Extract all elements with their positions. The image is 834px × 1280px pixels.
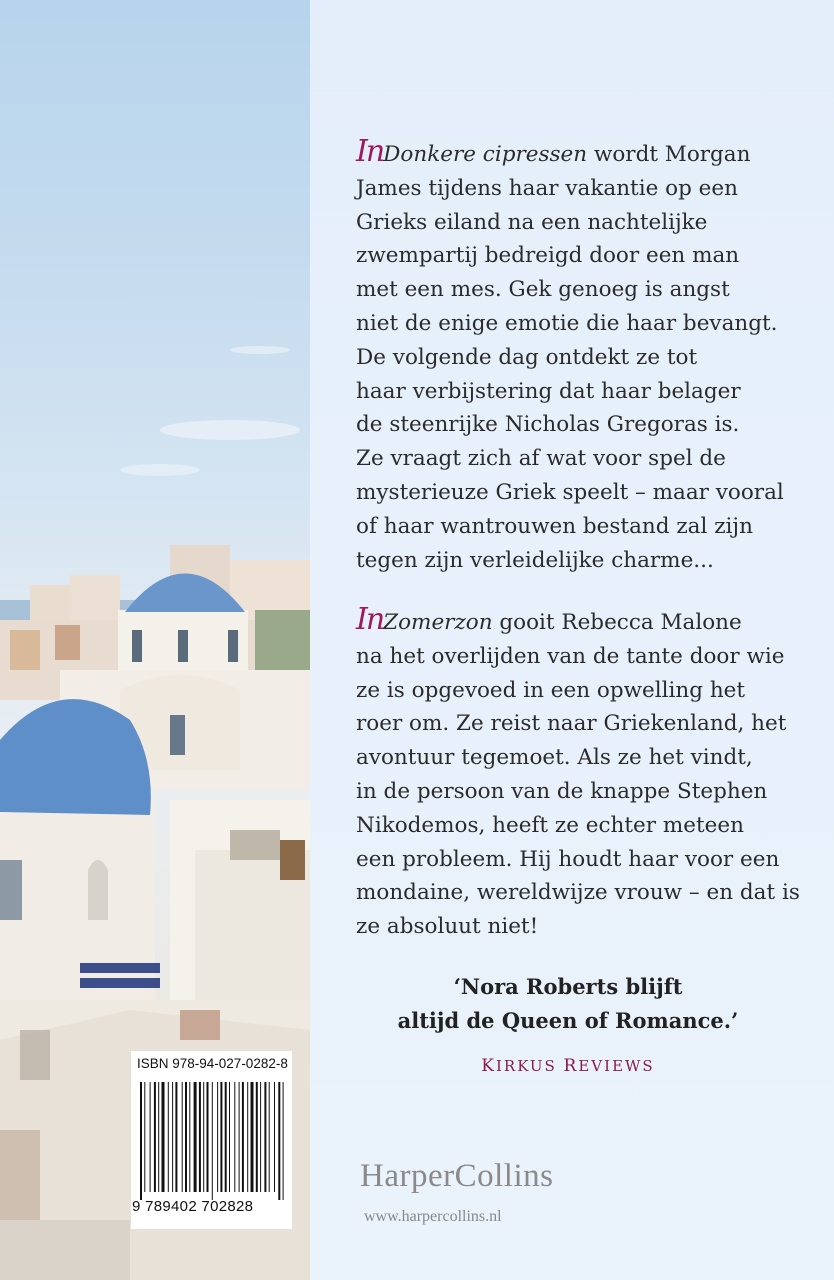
barcode-bar: [220, 1082, 222, 1192]
barcode-bar: [251, 1082, 254, 1192]
barcode-bar: [229, 1082, 230, 1192]
barcode-bar: [182, 1082, 183, 1192]
barcode-bar: [140, 1082, 142, 1200]
blurb-line: roer om. Ze reist naar Griekenland, het: [356, 711, 787, 737]
blurb-line: een probleem. Hij houdt haar voor een: [356, 846, 780, 872]
blurb-line: haar verbijstering dat haar belager: [356, 378, 741, 404]
barcode-bar: [162, 1082, 165, 1192]
blurb-line: zwempartij bedreigd door een man: [356, 243, 740, 269]
barcode-bar: [172, 1082, 173, 1192]
barcode-bar: [217, 1082, 218, 1192]
blurb-line: de steenrijke Nicholas Gregoras is.: [356, 412, 740, 438]
barcode-bar: [234, 1082, 235, 1192]
barcode-bar: [274, 1082, 275, 1192]
barcode-bar: [247, 1082, 248, 1192]
barcode-bar: [154, 1082, 156, 1192]
blurb-line: De volgende dag ontdekt ze tot: [356, 344, 698, 370]
publisher-logo: HarperCollins: [360, 1158, 554, 1194]
blurb-line: met een mes. Gek genoeg is angst: [356, 277, 730, 303]
blurb-line: tegen zijn verleidelijke charme...: [356, 547, 714, 573]
blurb-zomerzon: [356, 602, 800, 944]
blurb-line: Nikodemos, heeft ze echter meteen: [356, 812, 744, 838]
barcode-bar: [264, 1082, 266, 1192]
quote-line-2: altijd de Queen of Romance.’: [397, 1008, 739, 1033]
barcode-bar: [158, 1082, 159, 1192]
book-title: Donkere cipressen: [383, 142, 588, 167]
barcode-bar: [199, 1082, 201, 1192]
barcode-bar: [185, 1082, 187, 1192]
barcode-bar: [150, 1082, 151, 1192]
drop-cap: In: [356, 134, 384, 169]
barcode-bar: [278, 1082, 280, 1200]
blurb-line: Ze vraagt zich af wat voor spel de: [356, 446, 726, 472]
barcode-bar: [144, 1082, 145, 1192]
barcode-bar: [239, 1082, 240, 1192]
blurb-line: mondaine, wereldwijze vrouw – en dat is: [356, 880, 800, 906]
barcode-bar: [269, 1082, 270, 1192]
isbn-label: ISBN 978-94-027-0282-8: [137, 1056, 288, 1071]
blurb-line: InDonkere cipressen wordt Morgan: [356, 134, 751, 169]
barcode-icon: [138, 1082, 288, 1200]
review-quote: [318, 970, 818, 1038]
barcode-digits: 9 789402 702828: [132, 1198, 254, 1215]
barcode-bar: [189, 1082, 190, 1192]
barcode-bar: [260, 1082, 261, 1192]
barcode-bar: [203, 1082, 204, 1192]
blurb-line: James tijdens haar vakantie op een: [356, 175, 738, 201]
barcode-bar: [283, 1082, 284, 1200]
blurb-line: InZomerzon gooit Rebecca Malone: [356, 602, 742, 637]
blurb-line: avontuur tegemoet. Als ze het vindt,: [356, 745, 753, 771]
barcode-bar: [168, 1082, 169, 1192]
blurb-line: niet de enige emotie die haar bevangt.: [356, 310, 778, 336]
barcode-bar: [175, 1082, 177, 1192]
blurb-donkere-cipressen: [356, 134, 784, 577]
barcode-bar: [242, 1082, 244, 1192]
drop-cap: In: [356, 602, 384, 637]
barcode-bar: [225, 1082, 227, 1192]
blurb-line: Grieks eiland na een nachtelijke: [356, 209, 708, 235]
quote-line-1: ‘Nora Roberts blijft: [453, 974, 683, 999]
blurb-line: na het overlijden van de tante door wie: [356, 643, 785, 669]
blurb-line: in de persoon van de knappe Stephen: [356, 778, 768, 804]
blurb-line: of haar wantrouwen bestand zal zijn: [356, 513, 753, 539]
blurb-line: mysterieuze Griek speelt – maar vooral: [356, 479, 784, 505]
barcode-bar: [207, 1082, 209, 1192]
publisher-website: www.harpercollins.nl: [364, 1208, 502, 1225]
barcode-bar: [194, 1082, 197, 1192]
quote-source: KIRKUS REVIEWS: [481, 1056, 655, 1076]
blurb-line: ze is opgevoed in een opwelling het: [356, 677, 746, 703]
book-title: Zomerzon: [383, 610, 493, 635]
blurb-line: ze absoluut niet!: [356, 914, 539, 940]
barcode-bar: [256, 1082, 258, 1192]
barcode-bar: [212, 1082, 213, 1200]
